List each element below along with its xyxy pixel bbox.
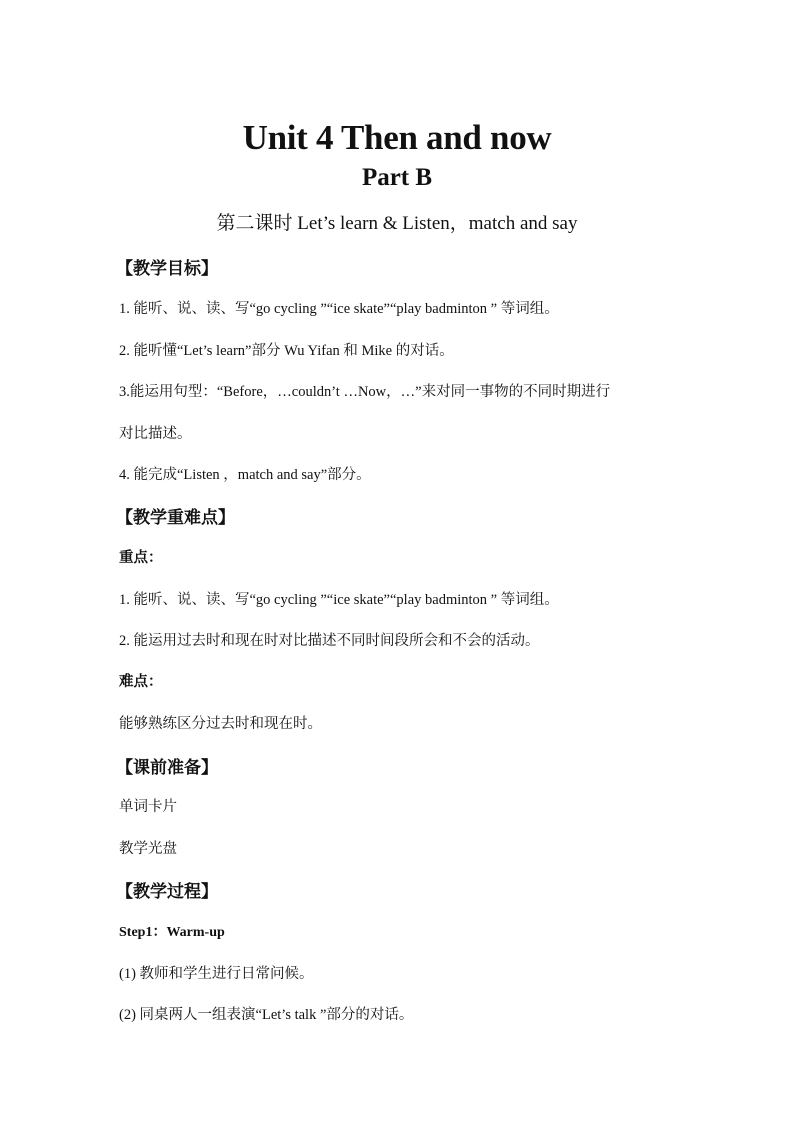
process-heading: 【教学过程】 [116, 882, 218, 902]
objective-item: 3.能运用句型：“Before，…couldn’t …Now，…”来对同一事物的不同时期进行 [119, 384, 611, 400]
key-item: 2. 能运用过去时和现在时对比描述不同时间段所会和不会的活动。 [119, 633, 540, 649]
preparation-item: 单词卡片 [119, 799, 177, 815]
preparation-item: 教学光盘 [119, 841, 177, 857]
objective-item: 2. 能听懂“Let’s learn”部分 Wu Yifan 和 Mike 的对话。 [119, 343, 454, 359]
key-points-heading: 【教学重难点】 [116, 508, 235, 528]
lesson-title: 第二课时 Let’s learn & Listen，match and say [216, 213, 578, 234]
process-item: (2) 同桌两人一组表演“Let’s talk ”部分的对话。 [119, 1007, 414, 1023]
objective-item: 4. 能完成“Listen ，match and say”部分。 [119, 467, 371, 483]
preparation-heading: 【课前准备】 [116, 758, 218, 778]
step1-heading: Step1：Warm-up [119, 925, 225, 940]
part-title: Part B [361, 164, 433, 191]
key-label: 重点： [119, 550, 163, 566]
objectives-heading: 【教学目标】 [116, 259, 218, 279]
key-item: 1. 能听、说、读、写“go cycling ”“ice skate”“play badminton ” 等词组。 [119, 592, 559, 608]
objective-item: 对比描述。 [119, 426, 192, 442]
document-title: Unit 4 Then and now [242, 118, 552, 157]
process-item: (1) 教师和学生进行日常问候。 [119, 966, 314, 982]
difficult-item: 能够熟练区分过去时和现在时。 [119, 716, 322, 732]
objective-item: 1. 能听、说、读、写“go cycling ”“ice skate”“play badminton ” 等词组。 [119, 301, 559, 317]
difficult-label: 难点： [119, 674, 163, 690]
